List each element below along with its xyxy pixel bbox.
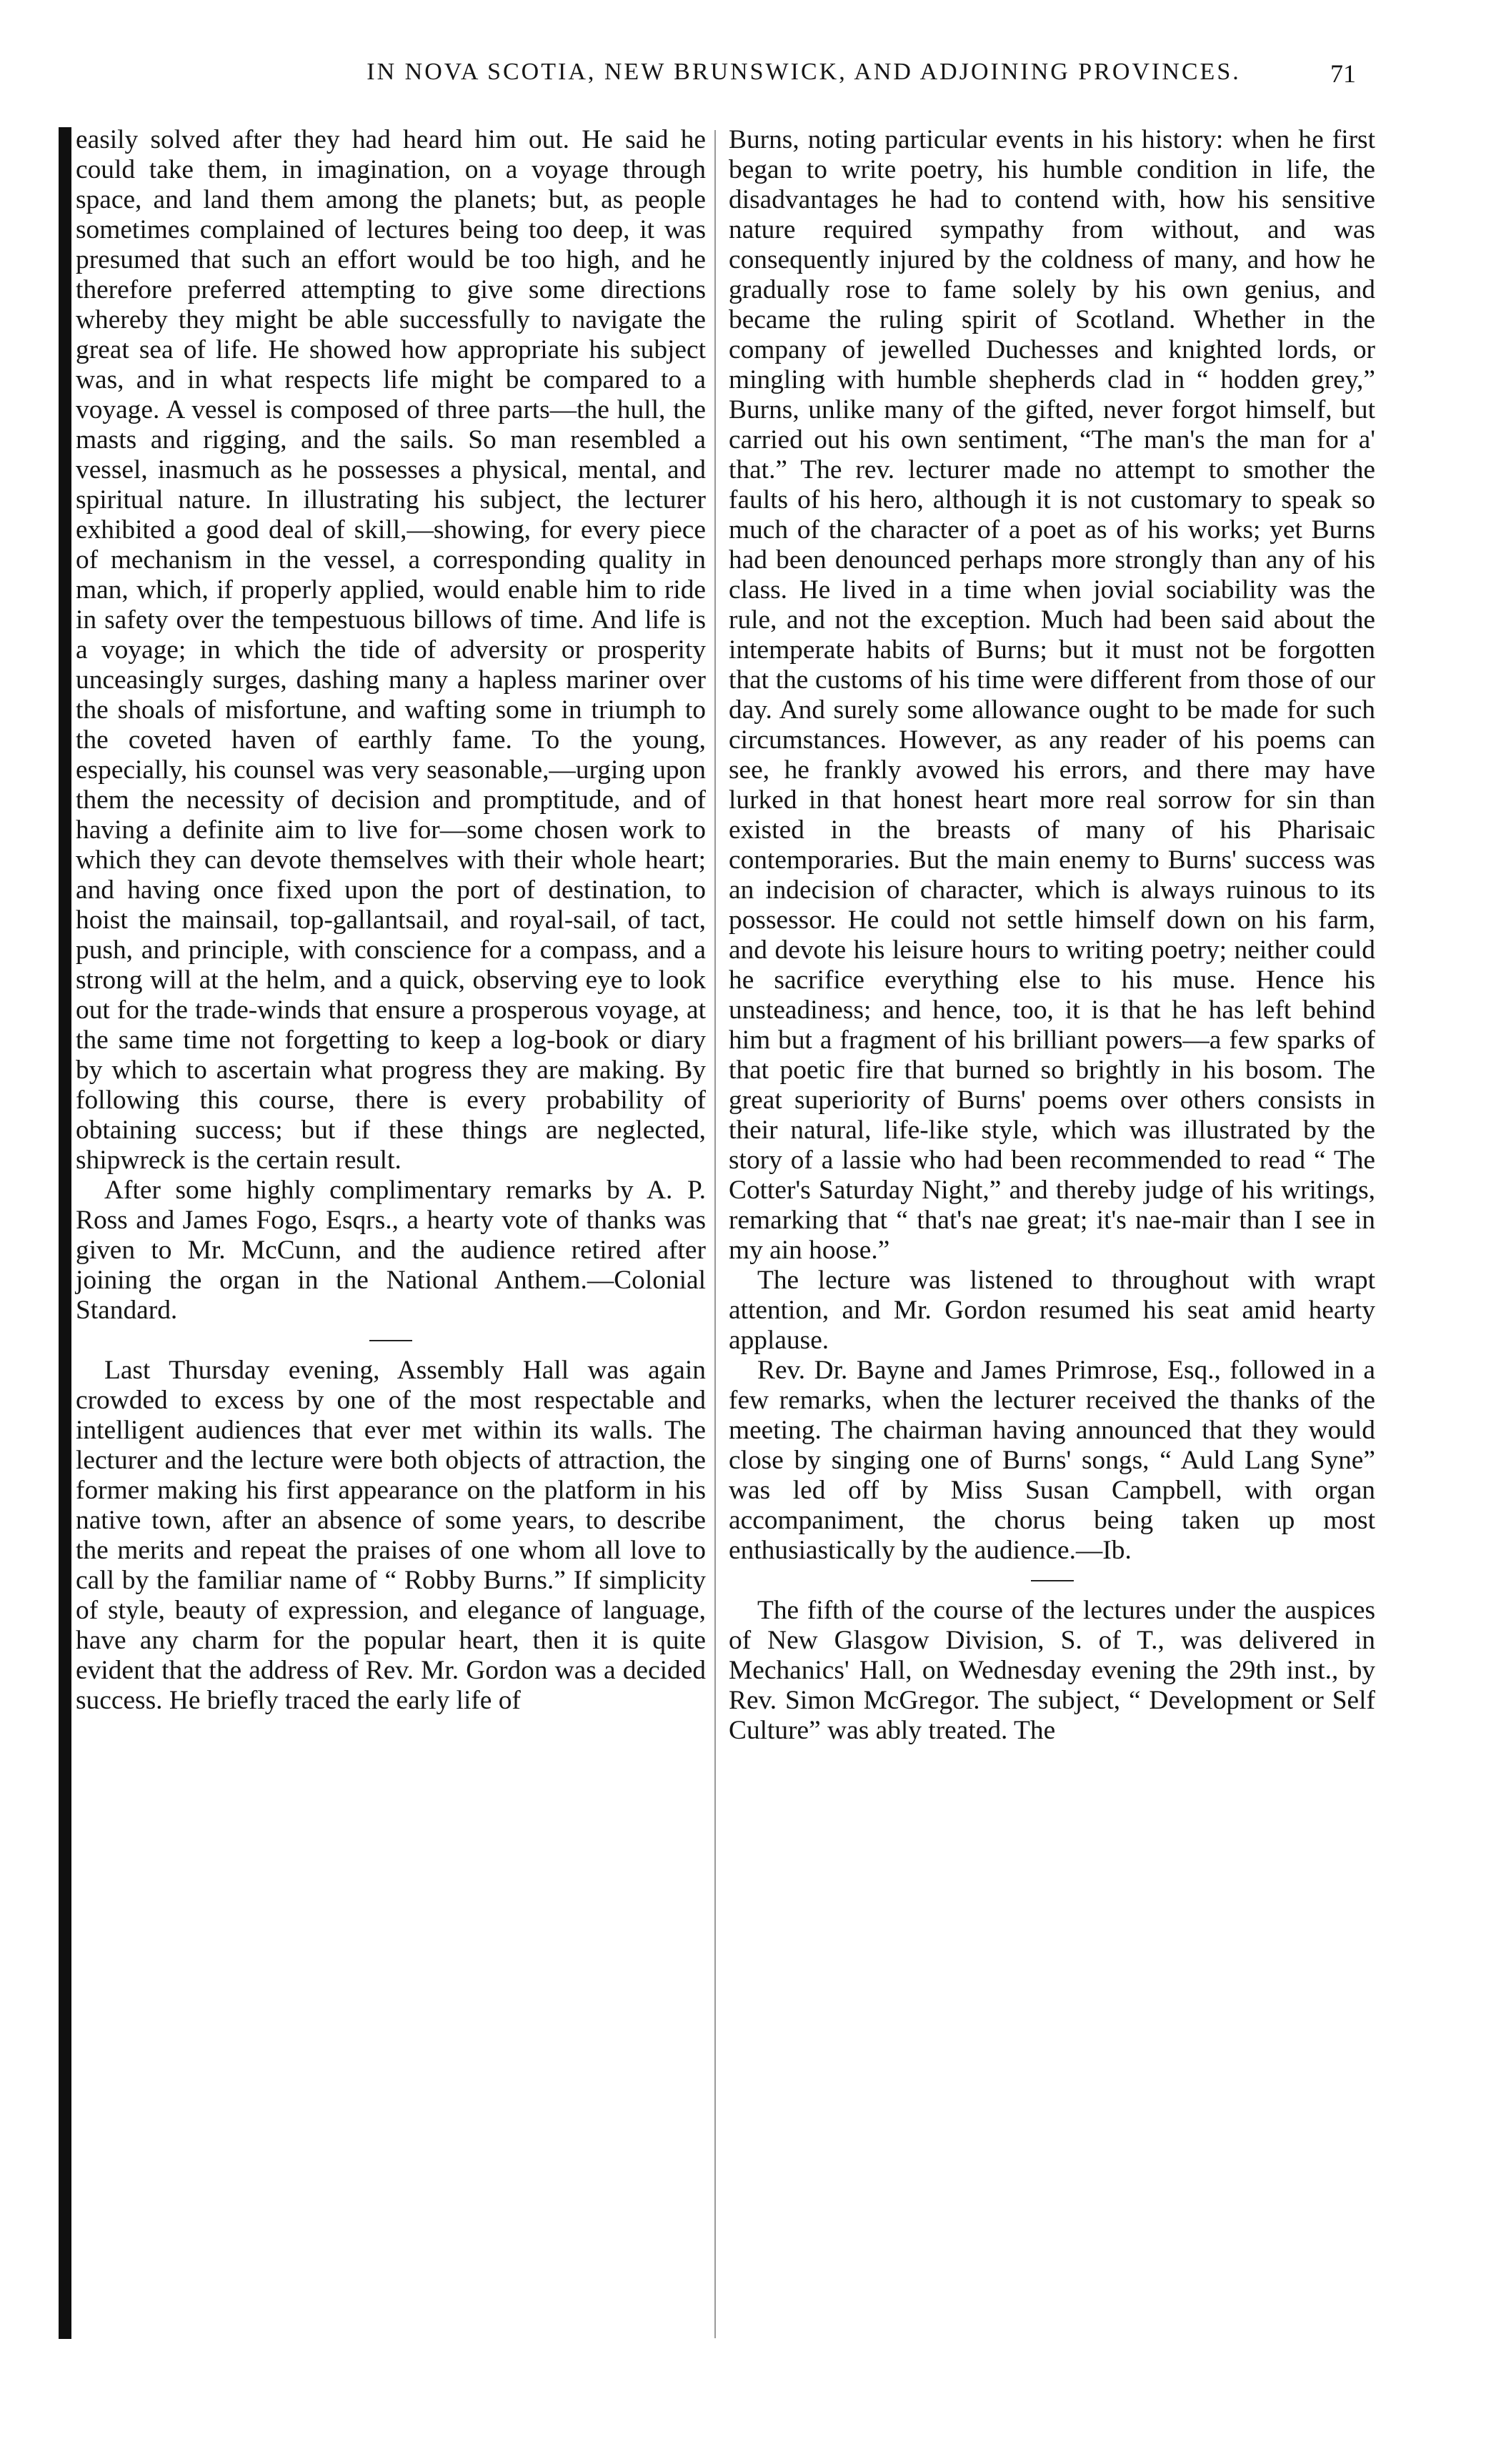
section-rule [369,1340,412,1341]
fifth-lecture-paragraph: The fifth of the course of the lectures under the auspices of New Glasgow Division, S. of T., was delivered in Mechanics' Hall, on Wednesday evening the 29th inst., by Rev. Simon McGregor. The subject, “ Development or Self Culture” was ably treated. The [729,1596,1375,1745]
running-head: IN NOVA SCOTIA, NEW BRUNSWICK, AND ADJOINING PROVINCES. [366,59,1241,85]
closing-remarks-paragraph: After some highly complimentary remarks by A. P. Ross and James Fogo, Esqrs., a hearty vote of thanks was given to Mr. McCunn, and the audience retired after joining the organ in the National Anthem.—Colonial Standard. [76,1176,706,1325]
thanks-paragraph: Rev. Dr. Bayne and James Primrose, Esq., followed in a few remarks, when the lecturer received the thanks of the meeting. The chairman having announced that they would close by singing one of Burns' songs, “ Auld Lang Syne” was led off by Miss Susan Campbell, with organ accompaniment, the chorus being taken up most enthusiastically by the audience.—Ib. [729,1356,1375,1565]
right-column [729,125,1375,1746]
burns-lecture-paragraph: Last Thursday evening, Assembly Hall was again crowded to excess by one of the most respectable and intelligent audiences that ever met within its walls. The lecturer and the lecture were both objects of attraction, the former making his first appearance on the platform in his native town, after an absence of some years, to describe the merits and repeat the praises of one whom all love to call by the familiar name of “ Robby Burns.” If simplicity of style, beauty of expression, and elegance of language, have any charm for the popular heart, then it is quite evident that the address of Rev. Mr. Gordon was a decided success. He briefly traced the early life of [76,1356,706,1715]
section-rule [1031,1580,1074,1581]
column-divider [714,130,716,2338]
left-column [76,125,706,1716]
binding-gutter-shadow [59,127,71,2339]
page-number: 71 [1330,59,1356,88]
lecture-report-paragraph: easily solved after they had heard him out. He said he could take them, in imagination, on a voyage through space, and land them among the planets; but, as people sometimes complained of lectures being too deep, it was presumed that such an effort would be too high, and he therefore preferred attempting to give some directions whereby they might be able successfully to navigate the great sea of life. He showed how appropriate his subject was, and in what respects life might be compared to a voyage. A vessel is composed of three parts—the hull, the masts and rigging, and the sails. So man resembled a vessel, inasmuch as he possesses a physical, mental, and spiritual nature. In illustrating his subject, the lecturer exhibited a good deal of skill,—showing, for every piece of mechanism in the vessel, a corresponding quality in man, which, if properly applied, would enable him to ride in safety over the tempestuous billows of time. And life is a voyage; in which the tide of adversity or prosperity unceasingly surges, dashing many a hapless mariner over the shoals of misfortune, and wafting some in triumph to the coveted haven of earthly fame. To the young, especially, his counsel was very seasonable,—urging upon them the necessity of decision and promptitude, and of having a definite aim to live for—some chosen work to which they can devote themselves with their whole heart; and having once fixed upon the port of destination, to hoist the mainsail, top-gallantsail, and royal-sail, of tact, push, and principle, with conscience for a compass, and a strong will at the helm, and a quick, observing eye to look out for the trade-winds that ensure a prosperous voyage, at the same time not forgetting to keep a log-book or diary by which to ascertain what progress they are making. By following this course, there is every probability of obtaining success; but if these things are neglected, shipwreck is the certain result. [76,125,706,1175]
attention-paragraph: The lecture was listened to throughout with wrapt attention, and Mr. Gordon resumed his seat amid hearty applause. [729,1266,1375,1355]
burns-history-paragraph: Burns, noting particular events in his history: when he first began to write poetry, his humble condition in life, the disadvantages he had to contend with, how his sensitive nature required sympathy from without, and was consequently injured by the coldness of many, and how he gradually rose to fame solely by his own genius, and became the ruling spirit of Scotland. Whether in the company of jewelled Duchesses and knighted lords, or mingling with humble shepherds clad in “ hodden grey,” Burns, unlike many of the gifted, never forgot himself, but carried out his own sentiment, “The man's the man for a' that.” The rev. lecturer made no attempt to smother the faults of his hero, although it is not customary to speak so much of the character of a poet as of his works; yet Burns had been denounced perhaps more strongly than any of his class. He lived in a time when jovial sociability was the rule, and not the exception. Much had been said about the intemperate habits of Burns; but it must not be forgotten that the customs of his time were different from those of our day. And surely some allowance ought to be made for such circumstances. However, as any reader of his poems can see, he frankly avowed his errors, and there may have lurked in that honest heart more real sorrow for sin than existed in the breasts of many of his Pharisaic contemporaries. But the main enemy to Burns' success was an indecision of character, which is always ruinous to its possessor. He could not settle himself down on his farm, and devote his leisure hours to writing poetry; neither could he sacrifice everything else to his muse. Hence his unsteadiness; and hence, too, it is that he has left behind him but a fragment of his brilliant powers—a few sparks of that poetic fire that burned so brightly in his bosom. The great superiority of Burns' poems over others consists in their natural, life-like style, which was illustrated by the story of a lassie who had been recommended to read “ The Cotter's Saturday Night,” and thereby judge of his writings, remarking that “ that's nae great; it's nae-mair than I see in my ain hoose.” [729,125,1375,1265]
